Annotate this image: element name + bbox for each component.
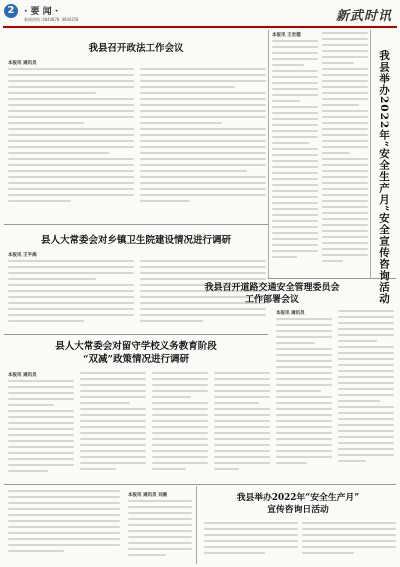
article-headline: 县人大常委会对乡镇卫生院建设情况进行调研	[40, 235, 231, 246]
article-headline-line: 我县召开道路交通安全管理委员会	[204, 283, 340, 293]
article-headline-line: 宣传咨询日活动	[267, 505, 329, 515]
article-byline: 本报讯 王平海	[8, 253, 37, 258]
divider	[4, 224, 268, 225]
column-rule	[370, 30, 371, 278]
article-body-text	[302, 522, 396, 562]
article-headline	[4, 340, 268, 366]
page-number-badge: 2	[4, 4, 18, 18]
article-byline: 本报讯 王宏德	[272, 33, 301, 38]
column-rule	[196, 486, 197, 564]
article-body-text	[128, 500, 192, 562]
article-headline-line: “双减”政策情况进行调研	[83, 354, 189, 365]
article-body-text	[272, 40, 318, 274]
article-body-text	[214, 372, 270, 480]
article-headline: 我县召开政法工作会议	[88, 43, 184, 54]
article-body-text	[276, 318, 332, 480]
article-body-text	[204, 522, 298, 562]
article-body-text	[80, 372, 146, 480]
article-byline: 本报讯 通讯员	[276, 311, 305, 316]
article-headline	[148, 282, 396, 306]
article-headline-line: 县人大常委会对留守学校义务教育阶段	[55, 341, 217, 352]
article-headline	[200, 492, 396, 516]
article-body-text	[8, 260, 134, 332]
article-body-text	[152, 372, 208, 480]
header-meta: 新闻热线:4844870 4844358	[24, 17, 79, 22]
article-body-text	[8, 490, 120, 562]
article-byline: 本报讯 通讯员 刘晨	[128, 493, 168, 498]
section-label: · 要 闻 ·	[24, 7, 59, 17]
article-headline-vertical: 我县举办2022年“安全生产月”安全宣传咨询活动	[378, 50, 390, 305]
divider	[4, 334, 268, 335]
article-body-text	[322, 32, 368, 274]
article-headline-line: 工作部署会议	[244, 295, 299, 305]
article-headline-line: 我县举办2022年“安全生产月”	[236, 493, 360, 503]
article-body-text	[338, 310, 394, 480]
header-rule	[3, 26, 397, 28]
article-byline: 本报讯 通讯员	[8, 61, 37, 66]
article-body-text	[8, 68, 134, 220]
article-byline: 本报讯 通讯员	[8, 373, 37, 378]
article-body-text	[140, 68, 266, 220]
newspaper-logo: 新武时讯	[335, 9, 392, 24]
column-rule	[268, 30, 269, 278]
article-body-text	[8, 380, 74, 480]
divider	[4, 484, 396, 485]
